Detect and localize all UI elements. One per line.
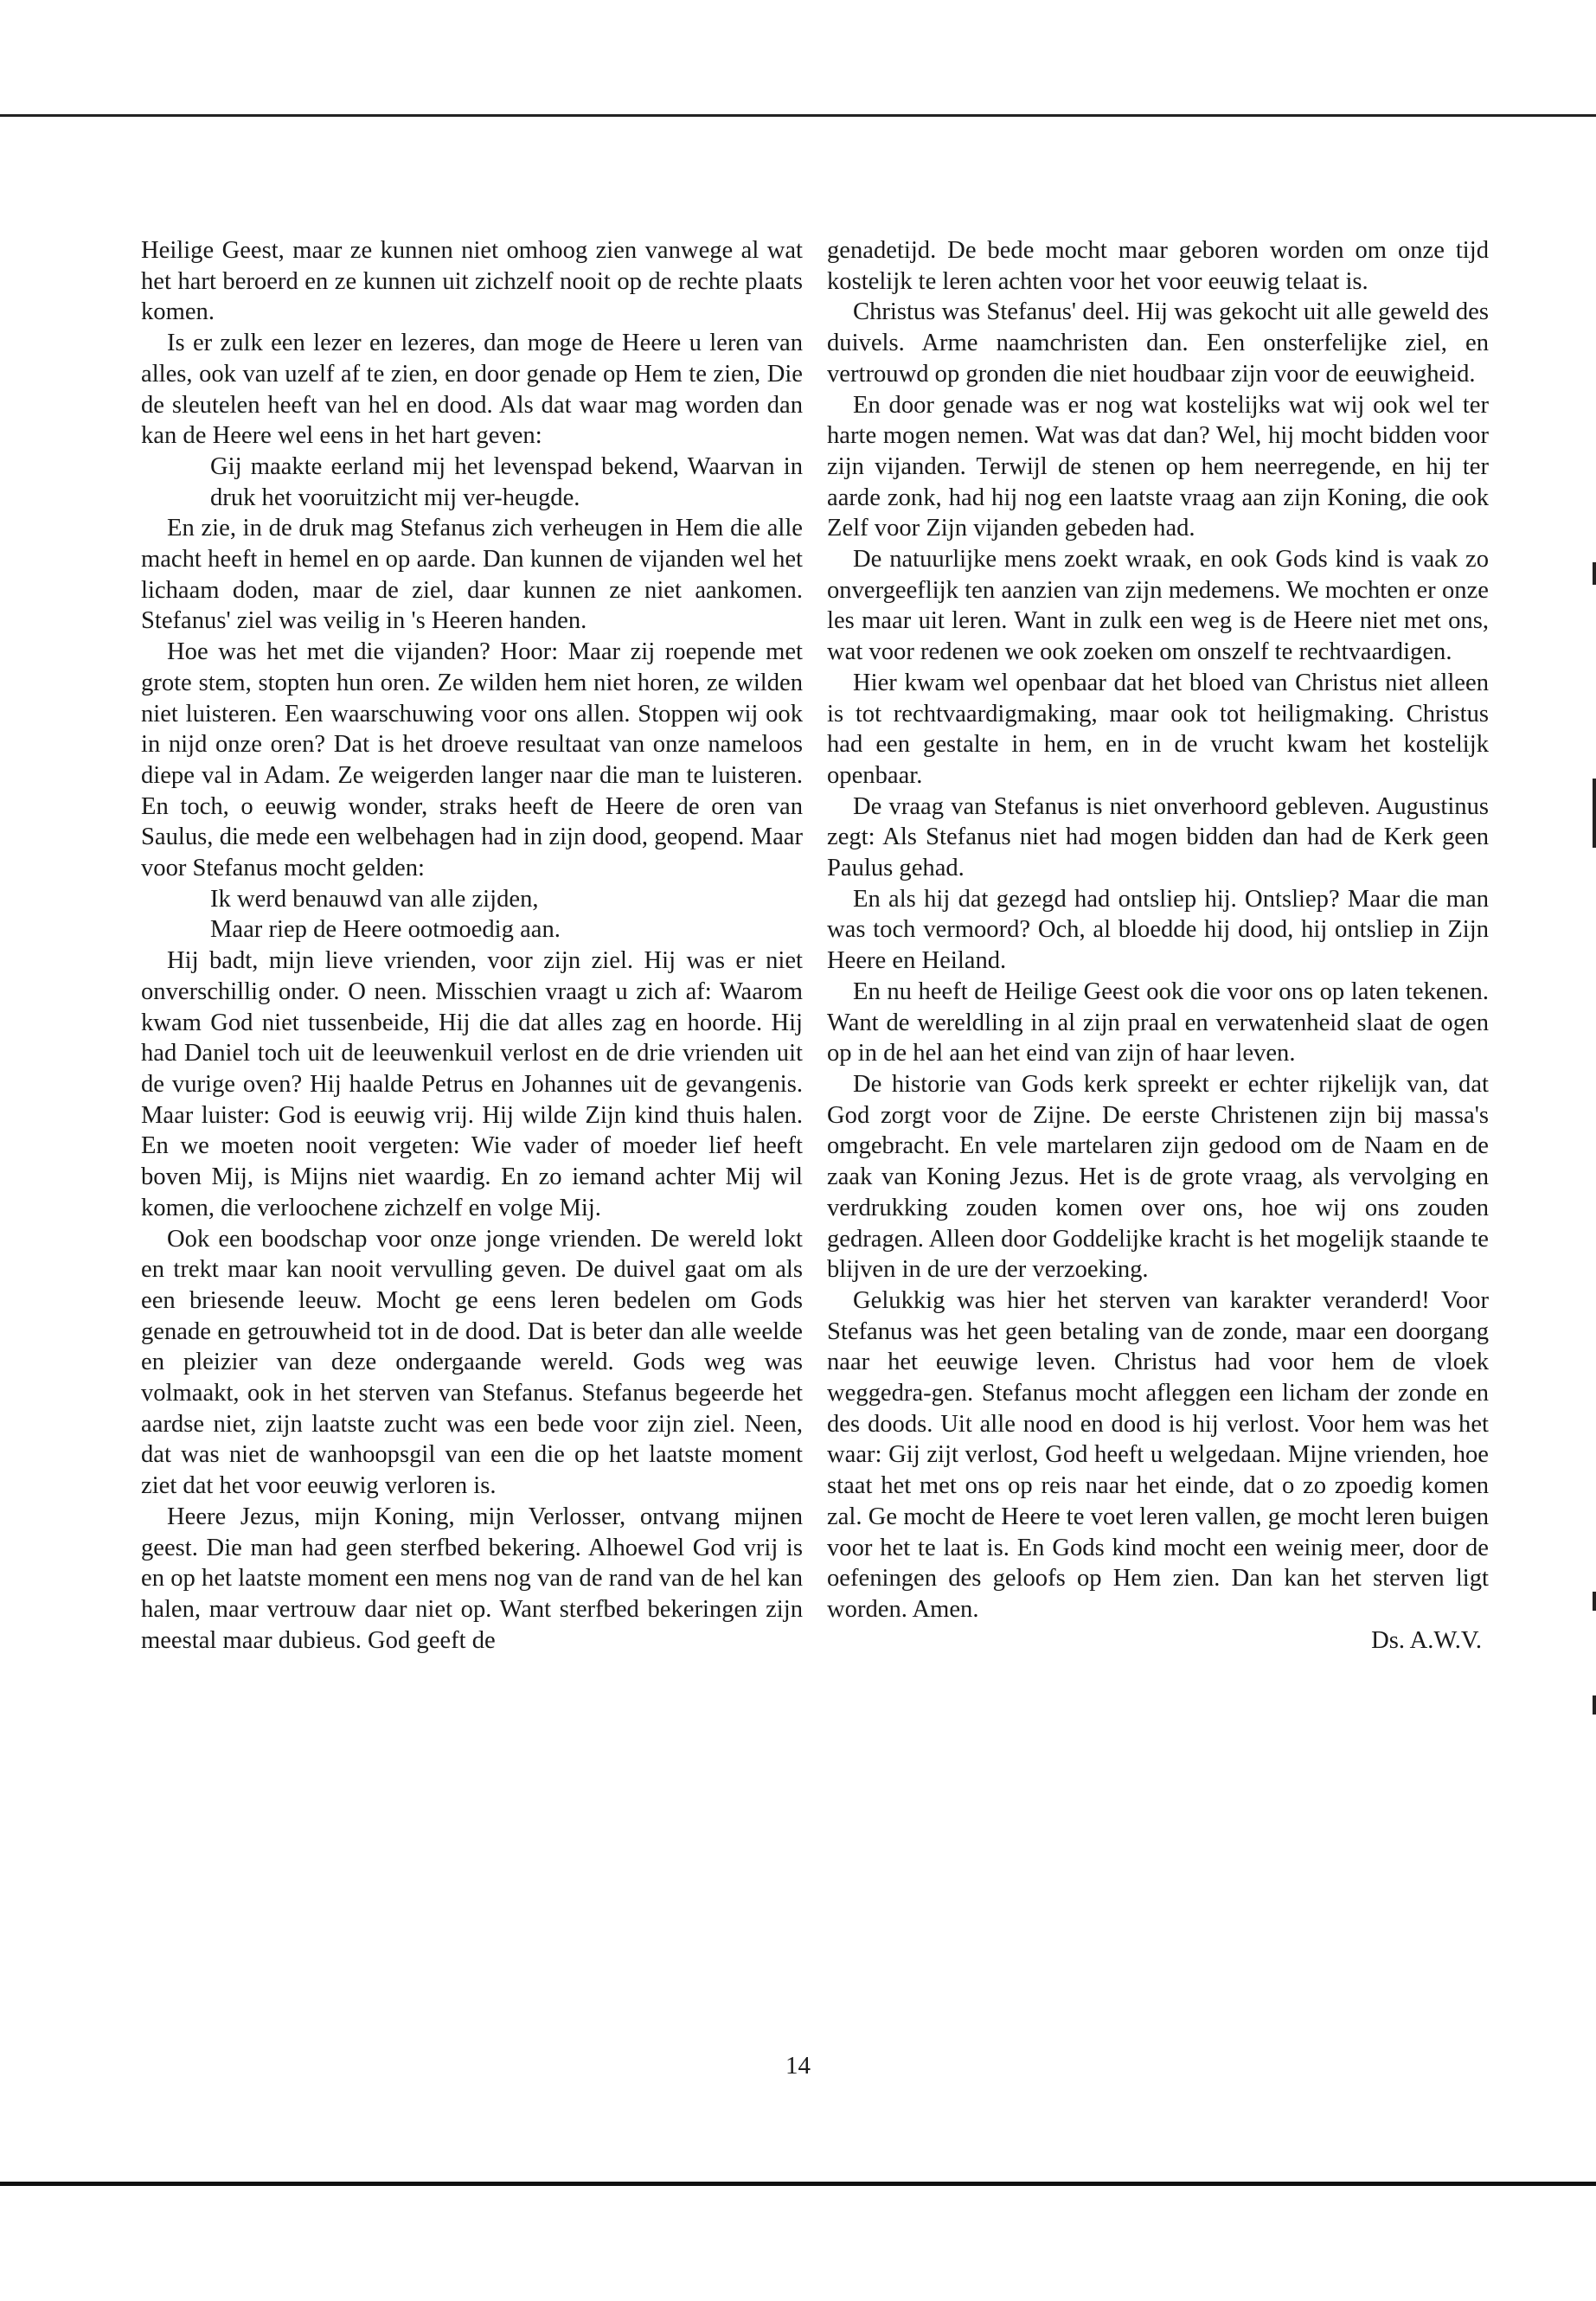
paragraph: Heilige Geest, maar ze kunnen niet omhoog zien vanwege al wat het hart beroerd en ze kunnen uit zichzelf nooit op de rechte plaats komen.: [141, 237, 803, 326]
page-number: 14: [785, 2052, 811, 2080]
paragraph: genadetijd. De bede mocht maar geboren worden om onze tijd kostelijk te leren achten voor het voor eeuwig telaat is.: [827, 237, 1489, 295]
scan-edge-mark: [1593, 779, 1596, 848]
paragraph: Christus was Stefanus' deel. Hij was gekocht uit alle geweld des duivels. Arme naamchristen dan. Een onsterfelijke ziel, en vertrouwd op gronden die niet houdbaar zijn voor de eeuwigheid.: [827, 298, 1489, 388]
scan-edge-mark: [1593, 562, 1596, 585]
paragraph: Hier kwam wel openbaar dat het bloed van Christus niet alleen is tot rechtvaardigmaking, maar ook tot heiligmaking. Christus had een gestalte in hem, en in de vrucht kwam het kostelijk openbaar.: [827, 669, 1489, 789]
author-signature: Ds. A.W.V.: [1371, 1626, 1482, 1654]
verse-line: Ik werd benauwd van alle zijden,: [210, 885, 539, 913]
bottom-border-rule: [0, 2182, 1596, 2186]
paragraph: Is er zulk een lezer en lezeres, dan moge de Heere u leren van alles, ook van uzelf af te zien, en door genade op Hem te zien, Die de sleutelen heeft van hel en dood. Als dat waar mag worden dan kan de Heere wel eens in het hart geven:: [141, 330, 803, 450]
paragraph: De natuurlijke mens zoekt wraak, en ook Gods kind is vaak zo onvergeeflijk ten aanzien van zijn medemens. We mochten er onze les maar uit leren. Want in zulk een weg is de Heere niet met ons, wat voor redenen we ook zoeken om onszelf te rechtvaardigen.: [827, 546, 1489, 666]
paragraph: En als hij dat gezegd had ontsliep hij. Ontsliep? Maar die man was toch vermoord? Och, al bloedde hij dood, hij ontsliep in Zijn Heere en Heiland.: [827, 885, 1489, 975]
paragraph: En zie, in de druk mag Stefanus zich verheugen in Hem die alle macht heeft in hemel en op aarde. Dan kunnen de vijanden wel het lichaam doden, maar de ziel, daar kunnen ze niet aankomen. Stefanus' ziel was veilig in 's Heeren handen.: [141, 515, 803, 635]
paragraph: En nu heeft de Heilige Geest ook die voor ons op laten tekenen. Want de wereldling in al zijn praal en verwatenheid slaat de ogen op in de hel aan het eind van zijn of haar leven.: [827, 977, 1489, 1067]
paragraph: Hoe was het met die vijanden? Hoor: Maar zij roepende met grote stem, stopten hun oren. Ze wilden hem niet horen, ze wilden niet luisteren. Een waarschuwing voor ons allen. Stoppen wij ook in nijd onze oren? Dat is het droeve resultaat van onze nameloos diepe val in Adam. Ze weigerden langer naar die man te luisteren. En toch, o eeuwig wonder, straks heeft de Heere de oren van Saulus, die mede een welbehagen had in zijn dood, geopend. Maar voor Stefanus mocht gelden:: [141, 638, 803, 882]
verse-quote: Gij maakte eerland mij het levenspad bekend, Waarvan in druk het vooruitzicht mij ver-heugde.: [210, 452, 803, 511]
paragraph: De vraag van Stefanus is niet onverhoord gebleven. Augustinus zegt: Als Stefanus niet had mogen bidden dan had de Kerk geen Paulus gehad.: [827, 792, 1489, 882]
paragraph: Ook een boodschap voor onze jonge vrienden. De wereld lokt en trekt maar kan nooit vervulling geven. De duivel gaat om als een briesende leeuw. Mocht ge eens leren bedelen om Gods genade en getrouwheid tot in de dood. Dat is beter dan alle weelde en pleizier van deze ondergaande wereld. Gods weg was volmaakt, ook in het sterven van Stefanus. Stefanus begeerde het aardse niet, zijn laatste zucht was een bede voor zijn ziel. Neen, dat was niet de wanhoopsgil van een die op het laatste moment ziet dat het voor eeuwig verloren is.: [141, 1225, 803, 1500]
scan-edge-mark: [1593, 1695, 1596, 1715]
paragraph: En door genade was er nog wat kostelijks wat wij ook wel ter harte mogen nemen. Wat was dat dan? Wel, hij mocht bidden voor zijn vijanden. Terwijl de stenen op hem neerregende, en hij ter aarde zonk, had hij nog een laatste vraag aan zijn Koning, die ook Zelf voor Zijn vijanden gebeden had.: [827, 391, 1489, 542]
paragraph: Hij badt, mijn lieve vrienden, voor zijn ziel. Hij was er niet onverschillig onder. O neen. Misschien vraagt u zich af: Waarom kwam God niet tussenbeide, Hij die dat alles zag en hoorde. Hij had Daniel toch uit de leeuwenkuil verlost en de drie vrienden uit de vurige oven? Hij haalde Petrus en Johannes uit de gevangenis. Maar luister: God is eeuwig vrij. Hij wilde Zijn kind thuis halen. En we moeten nooit vergeten: Wie vader of moeder lief heeft boven Mij, is Mijns niet waardig. En zo iemand achter Mij wil komen, die verloochene zichzelf en volge Mij.: [141, 947, 803, 1221]
scan-edge-mark: [1593, 1592, 1596, 1611]
paragraph: De historie van Gods kerk spreekt er echter rijkelijk van, dat God zorgt voor de Zijne. De eerste Christenen zijn bij massa's omgebracht. En vele martelaren zijn gedood om de Naam en de zaak van Koning Jezus. Het is de grote vraag, als vervolging en verdrukking zouden komen over ons, hoe wij ons zouden gedragen. Alleen door Goddelijke kracht is het mogelijk staande te blijven in de ure der verzoeking.: [827, 1070, 1489, 1284]
left-text-column: [141, 235, 803, 1656]
paragraph: Gelukkig was hier het sterven van karakter veranderd! Voor Stefanus was het geen betaling van de zonde, maar een doorgang naar het eeuwige leven. Christus had voor hem de vloek weggedra-gen. Stefanus mocht afleggen een licham der zonde en des doods. Uit alle nood en dood is hij verlost. Voor hem was het waar: Gij zijt verlost, God heeft u welgedaan. Mijne vrienden, hoe staat het met ons op reis naar het einde, dat o zo zpoedig komen zal. Ge mocht de Heere te voet leren vallen, ge mocht leren buigen voor het te laat is. En Gods kind mocht een weinig meer, door de oefeningen des geloofs op Hem zien. Dan kan het sterven ligt worden. Amen.: [827, 1286, 1489, 1623]
verse-line: Maar riep de Heere ootmoedig aan.: [210, 916, 561, 944]
paragraph: Heere Jezus, mijn Koning, mijn Verlosser, ontvang mijnen geest. Die man had geen sterfbed bekering. Alhoewel God vrij is en op het laatste moment een mens nog van de rand van de hel kan halen, maar vertrouw daar niet op. Want sterfbed bekeringen zijn meestal maar dubieus. God geeft de: [141, 1503, 803, 1654]
top-border-rule: [0, 114, 1596, 117]
right-text-column: [827, 235, 1489, 1656]
